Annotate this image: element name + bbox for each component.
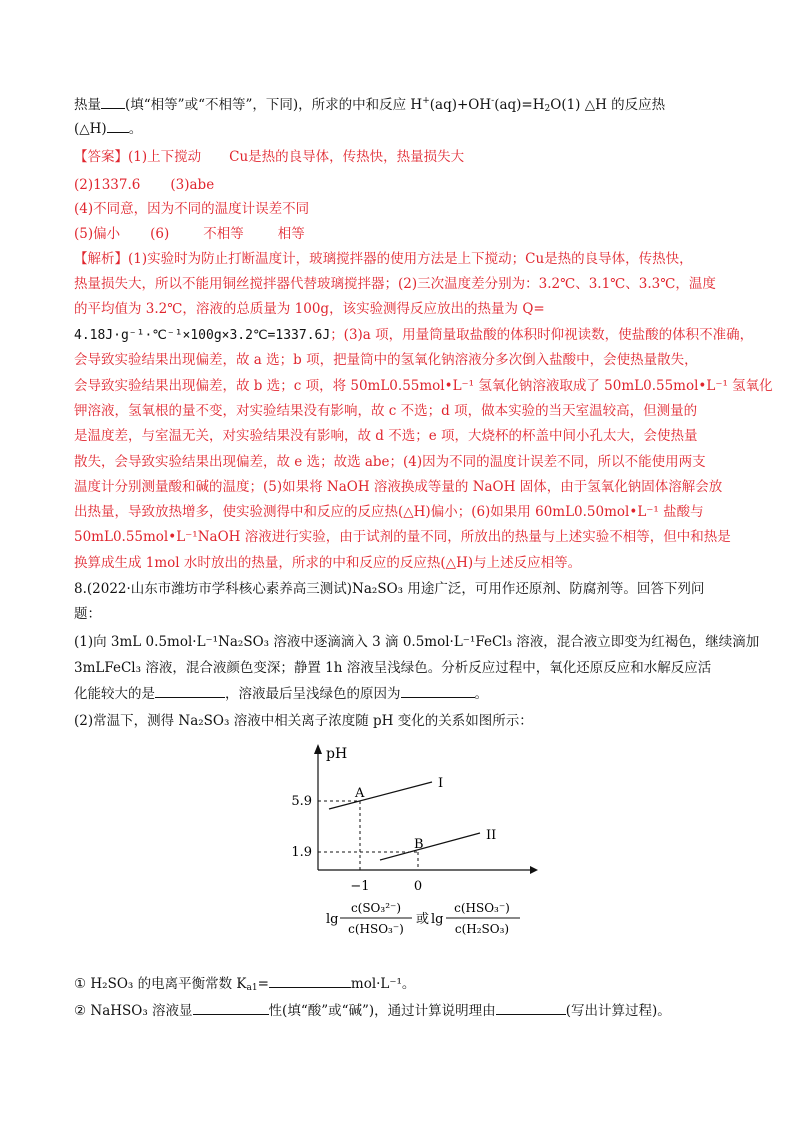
analysis-line11: 出热量，导致放热增多，使实验测得中和反应的反应热(△H)偏小；(6)如果用 60mL0.50mol•L⁻¹ 盐酸与	[74, 504, 704, 520]
analysis-line7: 钾溶液，氢氧根的量不变，对实验结果没有影响，故 c 不选；d 项，做本实验的当天室温较高，但测量的	[74, 403, 698, 419]
xlabel-left-prefix: lg	[326, 912, 339, 927]
q8-line5: 化能较大的是 ，溶液最后呈浅绿色的原因为 。	[74, 686, 488, 702]
blank-field[interactable]	[496, 1002, 566, 1015]
blank-field[interactable]	[101, 96, 125, 109]
xlabel-left-denominator: c(HSO₃⁻)	[348, 922, 404, 936]
analysis-line6: 会导致实验结果出现偏差，故 b 选；c 项，将 50mL0.55mol•L⁻¹ 氢氧化钠溶液取成了 50mL0.55mol•L⁻¹ 氢氧化	[74, 378, 773, 394]
line-i	[329, 782, 432, 809]
analysis-line2: 热量损失大，所以不能用铜丝搅拌器代替玻璃搅拌器；(2)三次温度差分别为：3.2℃、3.1℃、3.3℃，温度	[74, 276, 716, 292]
heat-formula: 4.18J·g⁻¹·℃⁻¹×100g×3.2℃=1337.6J	[74, 328, 331, 343]
x-tick-0: 0	[413, 879, 423, 894]
line-ii	[380, 833, 480, 860]
y-axis-label: pH	[326, 746, 348, 762]
analysis-line9: 散失，会导致实验结果出现偏差，故 e 选；故选 abe；(4)因为不同的温度计误差不同，所以不能使用两支	[74, 454, 706, 470]
analysis-line1: 【解析】(1)实验时为防止打断温度计，玻璃搅拌器的使用方法是上下搅动；Cu是热的良导体，传热快，	[74, 251, 693, 267]
y-tick-5.9: 5.9	[291, 794, 312, 809]
q8-line3: (1)向 3mL 0.5mol·L⁻¹Na₂SO₃ 溶液中逐滴滴入 3 滴 0.5mol·L⁻¹FeCl₃ 溶液，混合液立即变为红褐色，继续滴加	[74, 634, 760, 650]
series-ii-label: II	[486, 828, 497, 843]
analysis-line12: 50mL0.55mol•L⁻¹NaOH 溶液进行实验，由于试剂的量不同，所放出的热量与上述实验不相等，但中和热是	[74, 529, 731, 545]
q8-line6: (2)常温下，测得 Na₂SO₃ 溶液中相关离子浓度随 pH 变化的关系如图所示：	[74, 713, 533, 729]
q8-line1: 8.(2022·山东市潍坊市学科核心素养高三测试)Na₂SO₃ 用途广泛，可用作还原剂、防腐剂等。回答下列问	[74, 581, 705, 597]
answer-line2: (2)1337.6 (3)abe	[74, 177, 215, 193]
analysis-line8: 是温度差，与室温无关，对实验结果没有影响，故 d 不选；e 项，大烧杯的杯盖中间小孔太大，会使热量	[74, 428, 698, 444]
blank-field[interactable]	[155, 685, 225, 698]
xlabel-left-numerator: c(SO₃²⁻)	[350, 901, 402, 915]
point-a-label: A	[355, 786, 365, 801]
y-axis-arrow	[314, 744, 322, 754]
q7-tail-line2: (△H) 。	[74, 121, 143, 137]
answer-line1: 【答案】(1)上下搅动 Cu是热的良导体，传热快，热量损失大	[74, 149, 465, 165]
analysis-line3: 的平均值为 3.2℃，溶液的总质量为 100g，该实验测得反应放出的热量为 Q=	[74, 301, 545, 317]
analysis-line13: 换算成生成 1mol 水时放出的热量，所求的中和反应的反应热(△H)与上述反应相等。	[74, 555, 582, 571]
blank-field[interactable]	[401, 685, 475, 698]
q7-tail-line1: 热量 (填“相等”或“不相等”，下同)，所求的中和反应 $H^+(aq)+OH^-(aq)=H_2O(1)$ △H 的反应热	[74, 96, 666, 114]
analysis-line4: 4.18J·g⁻¹·℃⁻¹×100g×3.2℃=1337.6J；(3)a 项，用量筒量取盐酸的体积时仰视读数，使盐酸的体积不准确，	[74, 327, 754, 343]
y-tick-1.9: 1.9	[291, 845, 312, 860]
answer-label: 【答案】	[74, 149, 128, 165]
ph-chart-svg	[230, 740, 570, 955]
x-axis-arrow	[530, 866, 538, 874]
xlabel-right-prefix: lg	[431, 912, 444, 927]
series-i-label: I	[438, 776, 444, 791]
q8-sub2: ② NaHSO₃ 溶液显 性(填“酸”或“碱”)，通过计算说明理由 (写出计算过程)。	[74, 1003, 671, 1019]
blank-field[interactable]	[107, 120, 129, 133]
ph-chart	[230, 740, 570, 955]
xlabel-or: 或	[416, 912, 430, 927]
analysis-label: 【解析】	[74, 251, 128, 267]
q8-sub1: ① H₂SO₃ 的电离平衡常数 $K_{a1}= mol\cdot L^{-1}$。	[74, 976, 416, 993]
q8-line4: 3mLFeCl₃ 溶液，混合液颜色变深；静置 1h 溶液呈浅绿色。分析反应过程中，氧化还原反应和水解反应活	[74, 660, 712, 676]
xlabel-right-numerator: c(HSO₃⁻)	[454, 901, 510, 915]
q8-line2: 题：	[74, 606, 101, 622]
answer-line3: (4)不同意，因为不同的温度计误差不同	[74, 201, 310, 217]
xlabel-right-denominator: c(H₂SO₃)	[454, 922, 510, 936]
analysis-line10: 温度计分别测量酸和碱的温度；(5)如果将 NaOH 溶液换成等量的 NaOH 固体，由于氢氧化钠固体溶解会放	[74, 479, 723, 495]
x-tick-minus1: −1	[350, 879, 370, 894]
blank-field[interactable]	[269, 975, 351, 988]
point-b-label: B	[414, 837, 424, 852]
analysis-line5: 会导致实验结果出现偏差，故 a 选；b 项，把量筒中的氢氧化钠溶液分多次倒入盐酸中，会使热量散失，	[74, 352, 698, 368]
answer-line4: (5)偏小 (6) 不相等 相等	[74, 226, 305, 242]
blank-field[interactable]	[193, 1002, 269, 1015]
